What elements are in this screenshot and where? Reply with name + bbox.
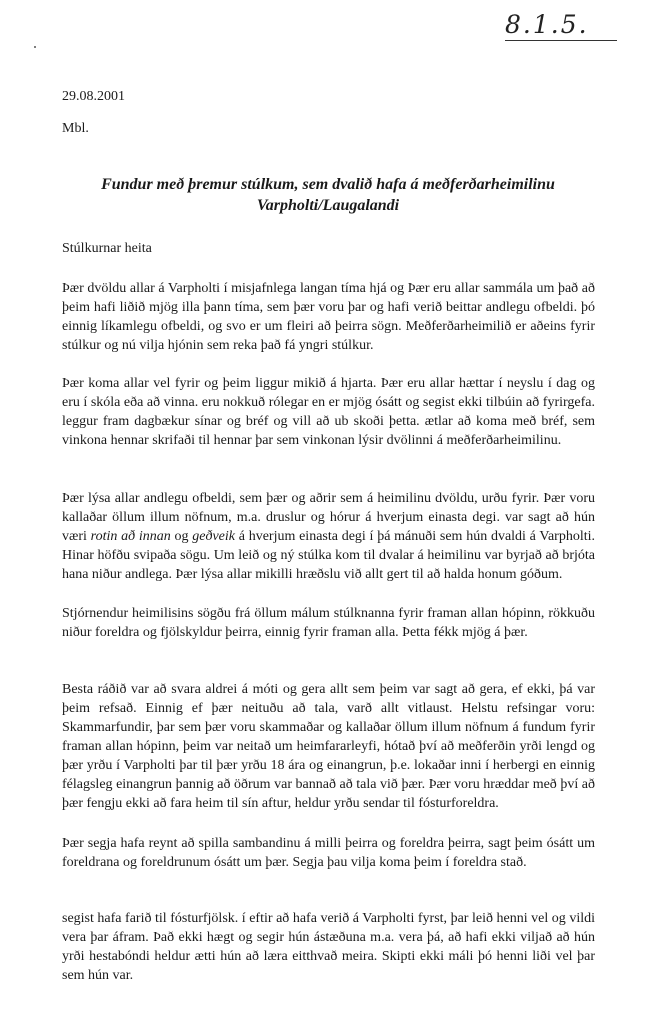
handwritten-reference: 8.1.5. (505, 10, 589, 39)
paragraph-3-start: Þær lýsa allar andlegu ofbeldi, sem þær og aðrir sem á heimilinu dvöldu, urðu fyrir. Þær voru kallaðar öllum illum nöfnum, m.a. druslur og hórur á hverjum einasta degi. var sagt að hún væri (62, 491, 595, 544)
paragraph-3-mid: og (170, 529, 193, 544)
paragraph-5: Besta ráðið var að svara aldrei á móti og gera allt sem þeim var sagt að gera, ef ekki, þá var þeim refsað. Einnig ef þær neituðu að tala, varð allt vitlaust. Helstu refsingar voru: Skammarfundir, þar sem þær voru skammaðar og kallaðar öllum illum nöfnum á fundum fyrir framan allan hópinn, þeim var neitað um heimfararleyfi, hótað því að meðferðin yrði lengd og þær yrðu í Varpholti þar til þær yrðu 18 ára og einangrun, þ.e. lokaðar inni í herbergi en einnig félagsleg einangrun þannig að öðrum var bannað að tala við þær. Þær voru hræddar með því að þær fengju ekki að fara heim til sín aftur, heldur yrðu sendar til fósturforeldra. (62, 682, 595, 811)
handwritten-underline (505, 40, 617, 41)
document-title: Fundur með þremur stúlkum, sem dvalið hafa á meðferðarheimilinu Varpholti/Laugalandi (101, 176, 555, 214)
paragraph-3-emphasis-1: rotin að innan (90, 529, 171, 544)
girls-label: Stúlkurnar heita (62, 241, 152, 256)
paragraph-6: Þær segja hafa reynt að spilla sambandinu á milli þeirra og foreldra þeirra, sagt þeim ósátt um foreldrana og foreldrunum ósátt um þær. Segja þau vilja koma þeim í foreldra stað. (62, 836, 595, 870)
recipient-line: Mbl. (62, 121, 89, 136)
paragraph-1: Þær dvöldu allar á Varpholti í misjafnlega langan tíma hjá og Þær eru allar sammála um það að þeim hafi liðið mjög illa þann tíma, sem þær voru þar og hafi verið beittar andlegu ofbeldi. þó einnig líkamlegu ofbeldi, og svo er um fleiri að þeirra sögn. Meðferðarheimilið er aðeins fyrir stúlkur og nú vilja hjónin sem reka það fá yngri stúlkur. (62, 281, 595, 353)
paragraph-4: Stjórnendur heimilisins sögðu frá öllum málum stúlknanna fyrir framan allan hópinn, rökkuðu niður foreldra og fjölskyldur þeirra, einnig fyrir framan alla. Þetta fékk mjög á þær. (62, 606, 595, 640)
paragraph-3-end: á hverjum einasta degi í þá mánuði sem hún dvaldi á Varpholti. Hinar höfðu svipaða sögu. Um leið og ný stúlka kom til dvalar á heimilinu var byrjað að brjóta hana niður andlega. Þær lýsa allar mikilli hræðslu við allt gert til að halda honum góðum. (62, 529, 595, 582)
paragraph-3 (62, 489, 595, 584)
paragraph-3-emphasis-2: geðveik (192, 529, 235, 544)
scan-speck (34, 46, 36, 48)
paragraph-2: Þær koma allar vel fyrir og þeim liggur mikið á hjarta. Þær eru allar hættar í neyslu í dag og eru í skóla eða að vinna. eru nokkuð rólegar en er mjög ósátt og segist ekki tilbúin að fyrirgefa. leggur fram dagbækur sínar og bréf og vill að ub skoði þetta. ætlar að koma með bréf, sem vinkona hennar skrifaði til hennar þar sem vinkonan lýsir dvölinni á meðferðarheimilinu. (62, 376, 595, 448)
paragraph-7: segist hafa farið til fósturfjölsk. í eftir að hafa verið á Varpholti fyrst, þar leið henni vel og vildi vera þar áfram. Það ekki hægt og segir hún ástæðuna m.a. vera þá, að hafi ekki viljað að hún yrði hestabóndi heldur ætti hún að læra eitthvað meira. Skipti ekki máli þó henni liði vel þar sem hún var. (62, 911, 595, 983)
document-date: 29.08.2001 (62, 89, 125, 104)
